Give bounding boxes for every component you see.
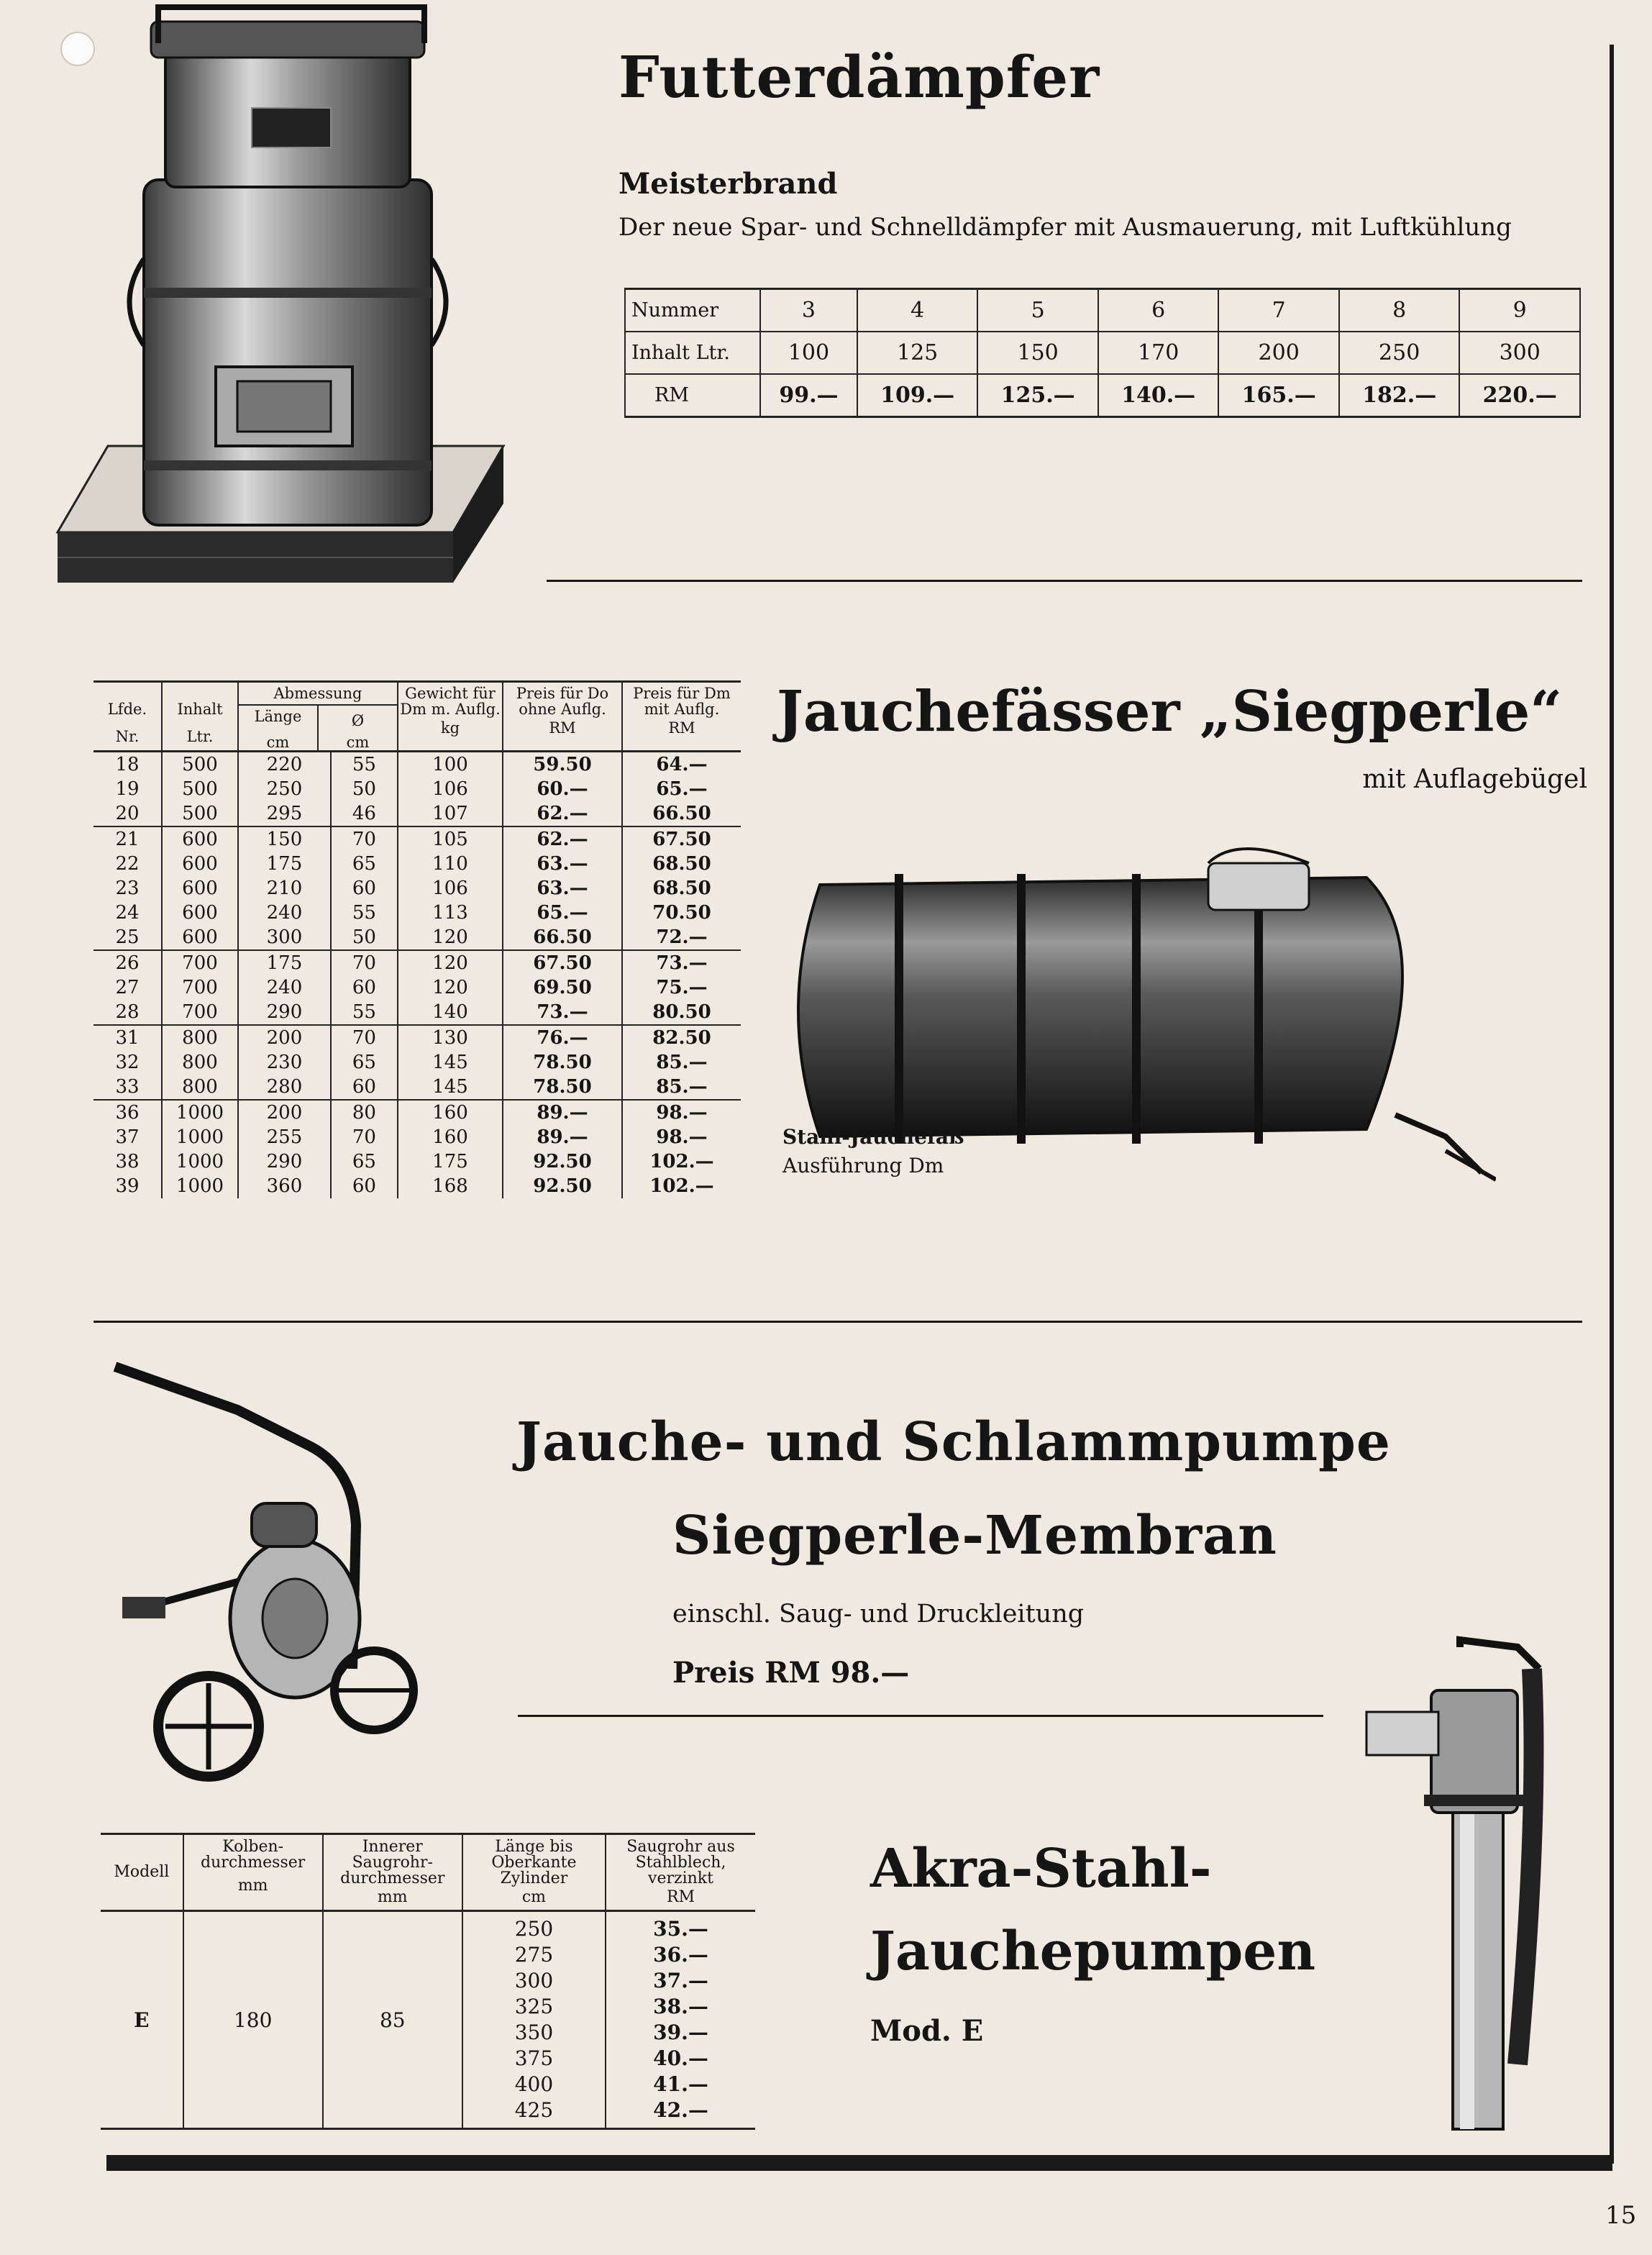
table-cell: 89.— [503,1125,622,1149]
steamer-cell: 250 [1339,332,1460,374]
steamer-cell: 100 [760,332,857,374]
table-row [93,1149,741,1174]
steamer-cell: 5 [977,289,1098,332]
table-cell: 82.50 [652,1027,711,1049]
table-cell: 70 [331,826,398,852]
table-cell: 120 [398,950,503,975]
list-item: 375 [514,2046,554,2070]
tank-title: Jauchefässer „Siegperle“ [777,679,1563,744]
list-item: 39.— [653,2021,708,2044]
table-cell: 113 [398,901,503,925]
table-row [93,752,741,778]
table-cell: 27 [93,975,162,1000]
table-cell: 73.— [656,952,708,974]
table-cell: 280 [238,1075,331,1100]
table-cell: 290 [238,1149,331,1174]
akra-preise-list [606,1916,755,2123]
list-item: 35.— [653,1917,708,1941]
steamer-cell: 6 [1098,289,1219,332]
table-cell: 230 [238,1050,331,1075]
table-cell: 20 [93,801,162,826]
table-cell: 67.50 [503,950,622,975]
divider [93,1321,1582,1323]
table-row [93,1050,741,1075]
table-cell: 160 [398,1100,503,1125]
list-item: 37.— [653,1969,708,1992]
page-right-border [1610,45,1614,2164]
table-row [93,852,741,876]
table-cell: 1000 [162,1149,238,1174]
table-cell: 62.— [503,801,622,826]
steamer-cell: 170 [1098,332,1219,374]
tank-header-row [93,682,741,752]
table-row [93,1075,741,1100]
list-item: 400 [514,2072,554,2096]
table-cell: 22 [93,852,162,876]
table-cell: 500 [162,777,238,801]
steamer-price-table [624,288,1581,418]
table-cell: 26 [93,950,162,975]
table-cell: 72.— [622,925,741,950]
akra-model: Mod. E [870,2014,984,2048]
table-cell: 69.50 [503,975,622,1000]
table-cell: 105 [398,826,503,852]
table-cell: 107 [398,801,503,826]
table-cell: 150 [238,826,331,852]
page-number: 15 [1605,2201,1637,2230]
steamer-cell: 220.— [1459,374,1580,417]
steamer-subtitle: Meisterbrand [619,167,838,201]
steamer-cell: 7 [1218,289,1339,332]
table-cell: 25 [93,925,162,950]
table-cell: 38 [93,1149,162,1174]
akra-header-unit: mm [237,1877,268,1895]
table-cell: 102.— [649,1151,714,1172]
table-row [93,901,741,925]
list-item: 40.— [653,2046,708,2070]
table-row [93,1125,741,1149]
table-cell: 60 [331,975,398,1000]
akra-header-innerer: Innerer Saugrohr-durchmesser [340,1838,445,1887]
akra-header-modell: Modell [114,1863,170,1881]
table-cell: 50 [331,777,398,801]
table-cell: 500 [162,752,238,778]
table-cell: 92.50 [503,1149,622,1174]
tank-header-ltr: Ltr. [186,728,214,745]
table-cell: 175 [238,852,331,876]
table-cell: 106 [398,777,503,801]
table-cell: 700 [162,1000,238,1025]
list-item: 38.— [653,1995,708,2018]
table-row [93,1100,741,1125]
steamer-cell: 4 [857,289,978,332]
table-cell: 89.— [503,1100,622,1125]
table-cell: 76.— [503,1025,622,1050]
steamer-row-preis [625,374,1580,417]
table-cell: 175 [398,1149,503,1174]
table-cell: 600 [162,901,238,925]
tank-header-nr: Nr. [115,728,140,745]
steamer-row-label: Nummer [625,289,760,332]
table-cell: 160 [398,1125,503,1149]
tank-header-inhalt: Inhalt [177,701,223,718]
table-cell: 60 [331,876,398,901]
steamer-cell: 200 [1218,332,1339,374]
table-cell: 500 [162,801,238,826]
table-cell: 73.— [503,1000,622,1025]
table-cell: 240 [238,975,331,1000]
list-item: 275 [514,1943,554,1967]
steamer-illustration [43,0,511,604]
table-cell: 110 [398,852,503,876]
tank-header-lfde: Lfde. [107,701,147,718]
table-cell: 39 [93,1174,162,1198]
table-cell: 28 [93,1000,162,1025]
table-cell: 600 [162,876,238,901]
steamer-cell: 165.— [1218,374,1339,417]
akra-data-row [101,1911,755,2129]
list-item: 300 [514,1969,554,1992]
table-cell: 600 [162,925,238,950]
table-cell: 85.— [622,1075,741,1100]
table-cell: 60 [331,1174,398,1198]
table-cell: 65 [331,1149,398,1174]
tank-header-preis-do: Preis für Do ohne Auflg. [516,685,609,718]
table-row [93,876,741,901]
steamer-cell: 8 [1339,289,1460,332]
akra-modell: E [101,1911,183,2129]
tank-header-unit: cm [346,734,370,751]
table-cell: 65.— [656,778,708,800]
tank-header-unit: kg [440,719,460,737]
table-cell: 64.— [656,754,708,775]
list-item: 41.— [653,2072,708,2096]
tank-table [93,680,741,1198]
table-cell: 600 [162,852,238,876]
table-cell: 92.50 [503,1174,622,1198]
table-cell: 37 [93,1125,162,1149]
table-cell: 85.— [656,1052,708,1073]
steamer-cell: 182.— [1339,374,1460,417]
table-cell: 65 [331,852,398,876]
table-cell: 210 [238,876,331,901]
table-cell: 33 [93,1075,162,1100]
table-row [93,801,741,826]
table-cell: 78.50 [503,1050,622,1075]
steamer-title: Futterdämpfer [619,43,1100,111]
list-item: 350 [514,2021,554,2044]
steamer-cell: 140.— [1098,374,1219,417]
membrane-pump-title-1: Jauche- und Schlammpumpe [516,1411,1391,1473]
table-cell: 68.50 [652,878,711,899]
akra-header-saugrohr: Saugrohr aus Stahlblech, verzinkt [626,1838,735,1887]
table-cell: 50 [331,925,398,950]
page-bottom-bar [106,2155,1612,2171]
akra-pump-illustration [1352,1633,1568,2151]
steamer-cell: 99.— [760,374,857,417]
akra-header-unit: cm [521,1888,547,1906]
table-cell: 23 [93,876,162,901]
table-cell: 21 [93,826,162,852]
table-cell: 36 [93,1100,162,1125]
table-cell: 68.50 [652,853,711,875]
steamer-row-inhalt [625,332,1580,374]
tank-header-unit: cm [266,734,290,751]
table-cell: 31 [93,1025,162,1050]
divider [518,1715,1323,1717]
akra-header-unit: RM [666,1888,695,1906]
table-cell: 120 [398,975,503,1000]
table-cell: 700 [162,975,238,1000]
table-row [93,1000,741,1025]
list-item: 36.— [653,1943,708,1967]
table-cell: 255 [238,1125,331,1149]
steamer-cell: 300 [1459,332,1580,374]
table-row [93,975,741,1000]
table-cell: 70 [331,1025,398,1050]
tank-caption-1: Stahl-Jauchefaß [782,1125,964,1149]
table-cell: 66.50 [622,801,741,826]
tank-header-laenge: Länge [254,708,302,725]
table-row [93,925,741,950]
steamer-cell: 125 [857,332,978,374]
tank-header-gewicht: Gewicht für Dm m. Auflg. [400,685,501,718]
table-row [93,950,741,975]
table-cell: 700 [162,950,238,975]
table-cell: 19 [93,777,162,801]
table-cell: 130 [398,1025,503,1050]
steamer-row-label: RM [625,374,760,417]
table-cell: 120 [398,925,503,950]
table-cell: 175 [238,950,331,975]
table-cell: 70 [331,950,398,975]
table-cell: 145 [398,1050,503,1075]
steamer-description: Der neue Spar- und Schnelldämpfer mit Ausmauerung, mit Luftkühlung [619,213,1512,242]
table-cell: 168 [398,1174,503,1198]
table-cell: 200 [238,1100,331,1125]
table-cell: 32 [93,1050,162,1075]
steamer-cell: 125.— [977,374,1098,417]
steamer-cell: 9 [1459,289,1580,332]
membrane-pump-price: Preis RM 98.— [672,1656,910,1690]
steamer-cell: 150 [977,332,1098,374]
table-cell: 100 [398,752,503,778]
steamer-cell: 3 [760,289,857,332]
akra-header-kolben: Kolben-durchmesser [201,1838,306,1872]
table-cell: 1000 [162,1174,238,1198]
table-cell: 80.50 [622,1000,741,1025]
akra-title-2: Jauchepumpen [870,1921,1316,1982]
tank-header-unit: RM [549,719,576,737]
table-row [93,826,741,852]
table-cell: 55 [331,1000,398,1025]
tank-table-body [93,752,741,1199]
table-row [93,1174,741,1198]
table-cell: 220 [238,752,331,778]
membrane-pump-illustration [108,1352,482,1798]
table-cell: 55 [331,752,398,778]
akra-pump-table [101,1833,755,2130]
table-cell: 1000 [162,1125,238,1149]
table-cell: 78.50 [503,1075,622,1100]
table-cell: 66.50 [503,925,622,950]
table-row [93,777,741,801]
table-cell: 200 [238,1025,331,1050]
table-cell: 800 [162,1075,238,1100]
table-cell: 290 [238,1000,331,1025]
table-cell: 102.— [649,1175,714,1197]
punch-hole [60,32,95,66]
table-cell: 300 [238,925,331,950]
table-cell: 67.50 [652,829,711,850]
akra-laengen-list [463,1916,605,2123]
list-item: 325 [514,1995,554,2018]
akra-header-laenge: Länge bis Oberkante Zylinder [491,1838,577,1887]
table-cell: 60 [331,1075,398,1100]
table-cell: 145 [398,1075,503,1100]
membrane-pump-title-2: Siegperle-Membran [672,1505,1277,1567]
table-cell: 65.— [503,901,622,925]
tank-header-preis-dm: Preis für Dm mit Auflg. [633,685,731,718]
tank-header-diameter: Ø [351,712,365,729]
akra-header-unit: mm [377,1888,408,1906]
table-cell: 75.— [656,977,708,998]
table-cell: 24 [93,901,162,925]
table-cell: 59.50 [503,752,622,778]
table-cell: 65 [331,1050,398,1075]
list-item: 42.— [653,2098,708,2122]
table-cell: 63.— [503,876,622,901]
table-cell: 800 [162,1025,238,1050]
tank-header-abmessung: Abmessung [273,685,362,702]
tank-subtitle: mit Auflagebügel [1362,765,1587,794]
table-cell: 600 [162,826,238,852]
steamer-row-label: Inhalt Ltr. [625,332,760,374]
akra-kolben: 180 [183,1911,323,2129]
membrane-pump-description: einschl. Saug- und Druckleitung [672,1600,1085,1628]
table-cell: 1000 [162,1100,238,1125]
table-cell: 295 [238,801,331,826]
table-cell: 360 [238,1174,331,1198]
akra-title-1: Akra-Stahl- [870,1838,1212,1900]
table-cell: 70 [331,1125,398,1149]
akra-innerer: 85 [323,1911,462,2129]
table-cell: 80 [331,1100,398,1125]
table-cell: 98.— [656,1126,708,1148]
list-item: 425 [514,2098,554,2122]
table-cell: 46 [331,801,398,826]
steamer-cell: 109.— [857,374,978,417]
table-row [93,1025,741,1050]
table-cell: 63.— [503,852,622,876]
list-item: 250 [514,1917,554,1941]
table-cell: 140 [398,1000,503,1025]
table-cell: 70.50 [652,902,711,924]
table-cell: 18 [93,752,162,778]
akra-header-row [101,1834,755,1911]
tank-header-unit: RM [668,719,695,737]
table-cell: 98.— [656,1102,708,1124]
divider [547,580,1582,582]
table-cell: 800 [162,1050,238,1075]
table-cell: 55 [331,901,398,925]
table-cell: 240 [238,901,331,925]
tank-caption-2: Ausführung Dm [782,1154,944,1177]
table-cell: 60.— [503,777,622,801]
table-cell: 250 [238,777,331,801]
table-cell: 106 [398,876,503,901]
steamer-row-nummer [625,289,1580,332]
table-cell: 62.— [503,826,622,852]
